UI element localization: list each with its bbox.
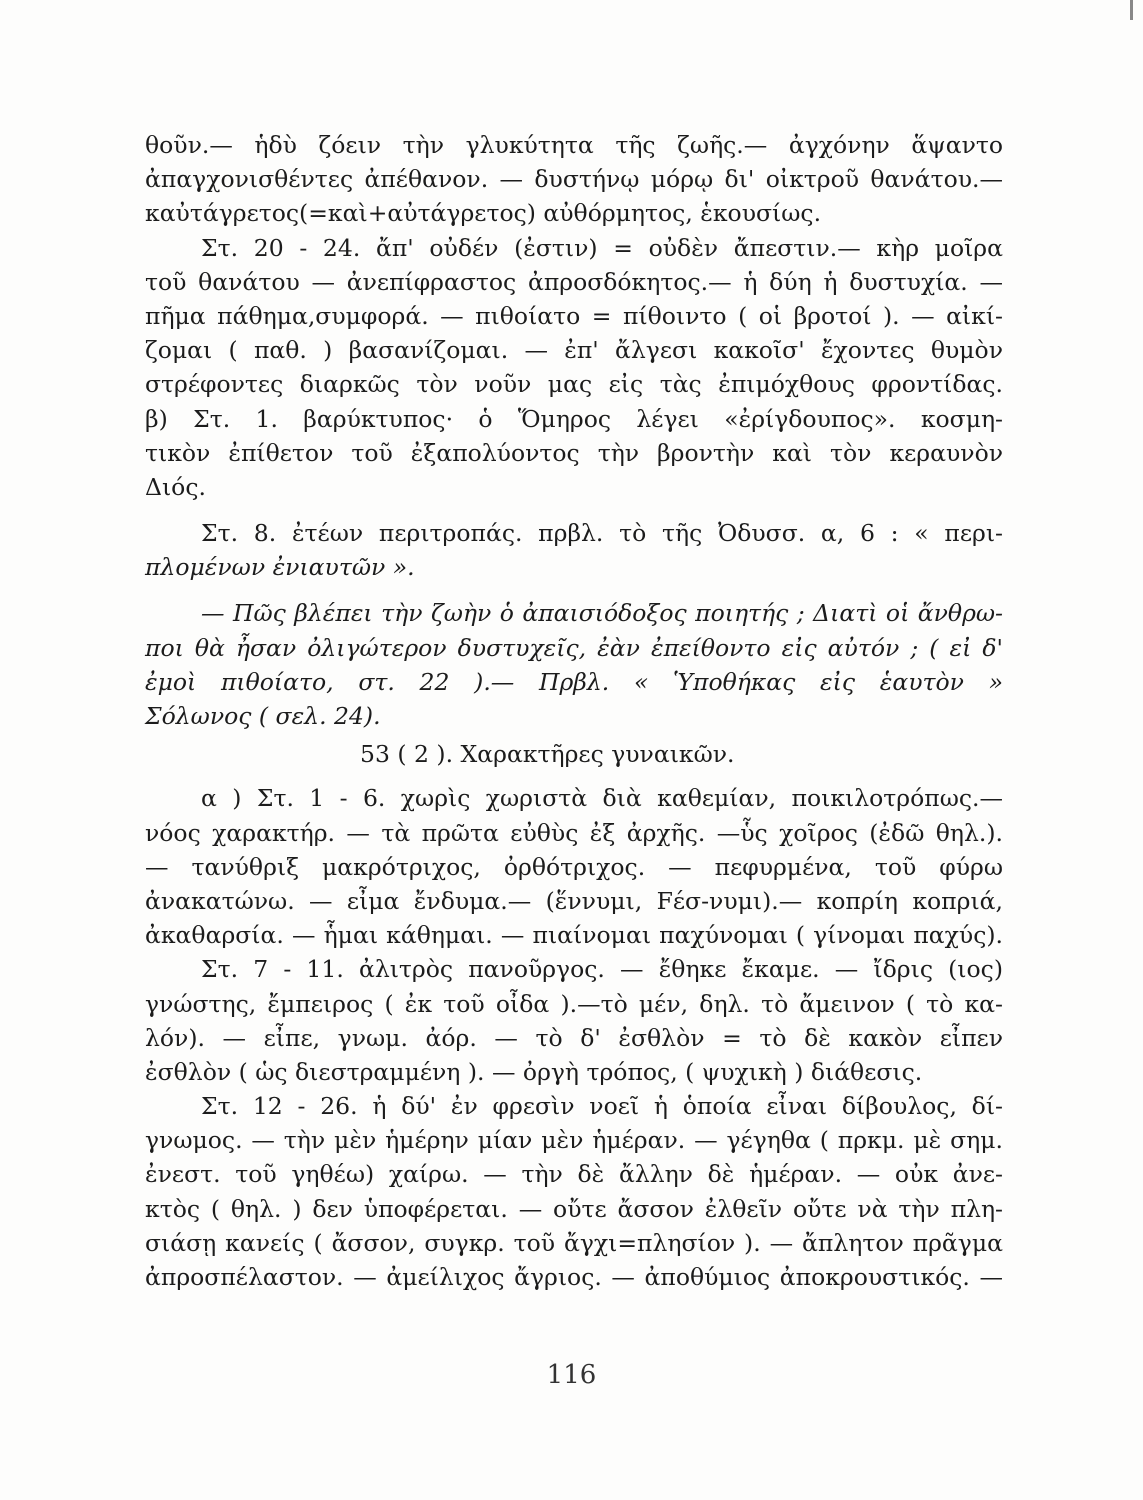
text-line: — Πῶς βλέπει τὴν ζωὴν ὁ ἀπαισιόδοξος ποιητής ; Διατὶ οἱ ἄνθρω- bbox=[201, 599, 1003, 628]
text-line: — τανύθριξ μακρότριχος, ὀρθότριχος. — πεφυρμένα, τοῦ φύρω bbox=[145, 852, 1003, 881]
text-line: Στ. 12 - 26. ἡ δύ' ἐν φρεσὶν νοεῖ ἡ ὁποία εἶναι δίβουλος, δί- bbox=[201, 1092, 1003, 1121]
commentary-text bbox=[145, 128, 1003, 1294]
scan-edge-mark bbox=[1130, 0, 1133, 20]
text-line: τικὸν ἐπίθετον τοῦ ἐξαπολύοντος τὴν βροντὴν καὶ τὸν κεραυνὸν bbox=[145, 438, 1003, 467]
text-line: ἐμοὶ πιθοίατο, στ. 22 ).— Πρβλ. « Ὑποθήκας εἰς ἑαυτὸν » bbox=[145, 667, 1003, 696]
text-line: στρέφοντες διαρκῶς τὸν νοῦν μας εἰς τὰς ἐπιμόχθους φροντίδας. bbox=[145, 370, 1003, 399]
text-line: Στ. 7 - 11. ἀλιτρὸς πανοῦργος. — ἔθηκε ἔκαμε. — ἴδρις (ιος) bbox=[201, 955, 1003, 984]
text-line: λόν). — εἶπε, γνωμ. ἀόρ. — τὸ δ' ἐσθλὸν = τὸ δὲ κακὸν εἶπεν bbox=[145, 1023, 1003, 1052]
text-line: ἐνεστ. τοῦ γηθέω) χαίρω. — τὴν δὲ ἄλλην δὲ ἡμέραν. — οὐκ ἀνε- bbox=[145, 1160, 1003, 1189]
text-line: β) Στ. 1. βαρύκτυπος· ὁ Ὅμηρος λέγει «ἐρίγδουπος». κοσμη- bbox=[145, 404, 1003, 433]
page-number: 116 bbox=[546, 1360, 597, 1390]
text-line: ἀκαθαρσία. — ἧμαι κάθημαι. — πιαίνομαι παχύνομαι ( γίνομαι παχύς). bbox=[145, 921, 1003, 950]
text-line: νόος χαρακτήρ. — τὰ πρῶτα εὐθὺς ἐξ ἀρχῆς. —ὗς χοῖρος (ἐδῶ θηλ.). bbox=[145, 818, 1003, 847]
text-line: γνώστης, ἔμπειρος ( ἐκ τοῦ οἶδα ).—τὸ μέν, δηλ. τὸ ἄμεινον ( τὸ κα- bbox=[145, 989, 1003, 1018]
text-line: πῆμα πάθημα,συμφορά. — πιθοίατο = πίθοιντο ( οἱ βροτοί ). — αἰκί- bbox=[145, 301, 1003, 330]
text-line: Στ. 20 - 24. ἄπ' οὐδέν (ἐστιν) = οὐδὲν ἄπεστιν.— κὴρ μοῖρα bbox=[201, 233, 1003, 262]
text-line: ζομαι ( παθ. ) βασανίζομαι. — ἐπ' ἄλγεσι κακοῖσ' ἔχοντες θυμὸν bbox=[145, 336, 1003, 365]
text-line: θοῦν.— ἡδὺ ζόειν τὴν γλυκύτητα τῆς ζωῆς.— ἀγχόνην ἅψαντο bbox=[145, 131, 1003, 159]
text-line: ἀνακατώνω. — εἶμα ἔνδυμα.— (ἕννυμι, Fέσ-νυμι).— κοπρίη κοπριά, bbox=[145, 886, 1003, 915]
text-line: Διός. bbox=[145, 472, 206, 501]
section-heading: 53 ( 2 ). Χαρακτῆρες γυναικῶν. bbox=[360, 740, 735, 769]
text-line: καὐτάγρετος(=καὶ+αὐτάγρετος) αὐθόρμητος, ἑκουσίως. bbox=[145, 199, 822, 228]
text-line: α ) Στ. 1 - 6. χωρὶς χωριστὰ διὰ καθεμίαν, ποικιλοτρόπως.— bbox=[201, 784, 1003, 813]
text-line: Στ. 8. ἐτέων περιτροπάς. πρβλ. τὸ τῆς Ὀδυσσ. α, 6 : « περι- bbox=[201, 519, 1003, 548]
text-line: σιάσῃ κανείς ( ἄσσον, συγκρ. τοῦ ἄγχι=πλησίον ). — ἄπλητον πρᾶγμα bbox=[145, 1228, 1003, 1257]
text-line: ποι θὰ ἦσαν ὀλιγώτερον δυστυχεῖς, ἐὰν ἐπείθοντο εἰς αὐτόν ; ( εἰ δ' bbox=[145, 633, 1003, 662]
text-line: Σόλωνος ( σελ. 24). bbox=[145, 702, 381, 730]
text-line: ἀπαγχονισθέντες ἀπέθανον. — δυστήνῳ μόρῳ δι' οἰκτροῦ θανάτου.— bbox=[145, 165, 1003, 194]
text-line: τοῦ θανάτου — ἀνεπίφραστος ἀπροσδόκητος.— ἡ δύη ἡ δυστυχία. — bbox=[145, 267, 1003, 296]
text-line: ἀπροσπέλαστον. — ἀμείλιχος ἄγριος. — ἀποθύμιος ἀποκρουστικός. — bbox=[145, 1263, 1003, 1291]
text-line: πλομένων ἐνιαυτῶν ». bbox=[145, 553, 415, 582]
text-line: ἐσθλὸν ( ὡς διεστραμμένη ). — ὀργὴ τρόπος, ( ψυχικὴ ) διάθεσις. bbox=[145, 1057, 923, 1086]
text-line: γνωμος. — τὴν μὲν ἡμέρην μίαν μὲν ἡμέραν. — γέγηθα ( πρκμ. μὲ σημ. bbox=[145, 1126, 1003, 1155]
text-line: κτὸς ( θηλ. ) δεν ὑποφέρεται. — οὔτε ἄσσον ἐλθεῖν οὔτε νὰ τὴν πλη- bbox=[145, 1194, 1003, 1223]
